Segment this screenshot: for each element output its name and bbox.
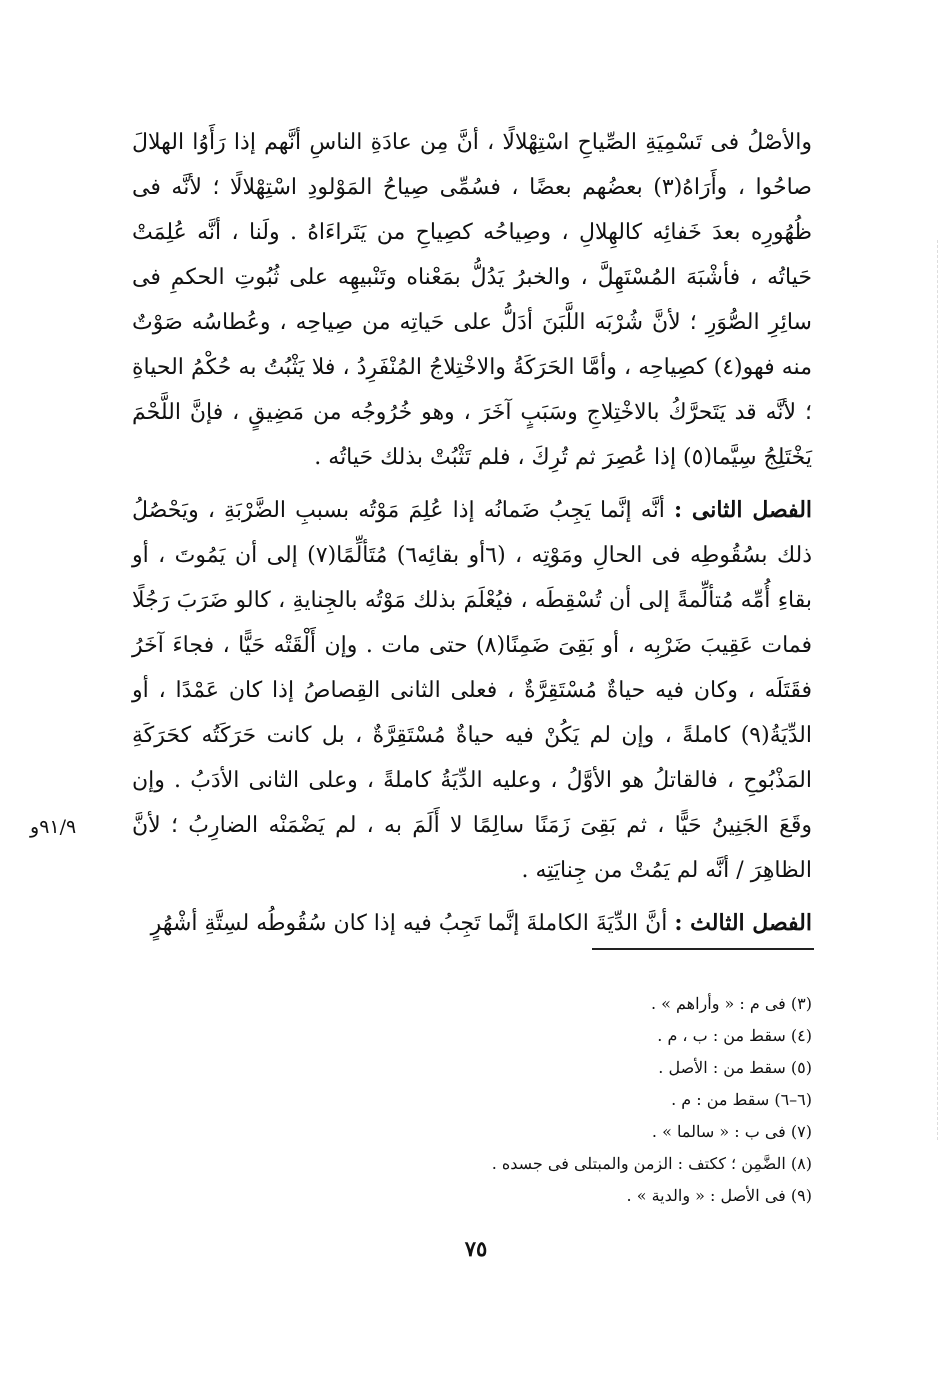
footnote-4: (٤) سقط من : ب ، م .	[657, 1026, 812, 1045]
manuscript-folio-note: ٩١/٩و	[30, 816, 77, 838]
footnote-9: (٩) فى الأصل : « والدية » .	[626, 1186, 812, 1205]
paragraph-1-text: والأصْلُ فى تَسْمِيَةِ الصِّياحِ اسْتِهْلالًا ، أنَّ مِن عادَةِ الناسِ أنَّهم إذا رَأَوُا الهلالَ صاحُوا ، وأَرَاهُ(٣) بعضُهم بعضًا ، فسُمِّى صِياحُ المَوْلودِ اسْتِهْلالًا ؛ لأنَّه فى ظُهُورِه بعدَ خَفائِه كالهِلالِ ، وصِياحُه كصِياحِ من يَتَراءَاهُ . ولَنا ، أنَّه عُلِمَتْ حَياتُه ، فأشْبَهَ المُسْتَهِلَّ ، والخبرُ يَدُلُّ بمَعْناه وتَنْبيهِه على ثُبُوتِ الحكمِ فى سائِرِ الصُّوَرِ ؛ لأنَّ شُرْبَه اللَّبَنَ أدَلُّ على حَياتِه من صِياحِه ، وعُطاسُه صَوْتٌ منه فهو(٤) كصِياحِه ، وأمَّا الحَرَكَةُ والاخْتِلاجُ المُنْفَرِدُ ، فلا يَثْبُتُ به حُكْمُ الحياةِ ؛ لأنَّه قد يَتَحرَّكُ بالاخْتِلاجِ وسَبَبٍ آخَرَ ، وهو خُرُوجُه من مَضِيقٍ ، فإنَّ اللَّحْمَ يَخْتَلِجُ سِيَّما(٥) إذا عُصِرَ ثم تُرِكَ ، فلم تَثْبُتْ بذلك حَياتُه .	[132, 130, 812, 470]
paragraph-3	[132, 901, 812, 946]
footnote-8: (٨) الضَّمِن ؛ ككتف : الزمن والمبتلى فى جسده .	[491, 1154, 812, 1173]
footnote-5: (٥) سقط من : الأصل .	[658, 1058, 812, 1077]
footnote-6: (٦–٦) سقط من : م .	[671, 1090, 812, 1109]
section-heading-2: الفصل الثانى :	[673, 497, 813, 523]
paragraph-3-text: أنَّ الدِّيَةَ الكاملةَ إنَّما تَجِبُ فيه إذا كان سُقُوطُه لسِتَّةِ أشْهُرٍ	[150, 911, 668, 936]
paragraph-2	[132, 488, 812, 893]
footnote-3: (٣) فى م : « وأراهم » .	[650, 994, 812, 1013]
scan-edge-line	[937, 240, 938, 1140]
footnotes	[400, 988, 812, 1212]
main-text	[132, 120, 812, 946]
section-heading-3: الفصل الثالث :	[674, 910, 812, 936]
paragraph-2-text: أنَّه إنَّما يَجِبُ ضَمانُه إذا عُلِمَ مَوْتُه بسببِ الضَّرْبَةِ ، ويَحْصُلُ ذلك بسُقُوطِه فى الحالِ ومَوْتِه ، (٦أو بقائِه٦) مُتَألِّمًا(٧) إلى أن يَمُوتَ ، أو بقاءِ أُمِّه مُتألِّمةً إلى أن تُسْقِطَه ، فيُعْلَمَ بذلك مَوْتُه بالجِنايةِ ، كالو ضَرَبَ رَجُلًا فمات عَقِيبَ ضَرْبِه ، أو بَقِىَ ضَمِنًا(٨) حتى مات . وإن أَلْقَتْه حَيًّا ، فجاءَ آخَرُ فقَتَلَه ، وكان فيه حياةٌ مُسْتَقِرَّةٌ ، فعلى الثانى القِصاصُ إذا كان عَمْدًا ، أو الدِّيَةُ(٩) كاملةً ، وإن لم يَكُنْ فيه حياةٌ مُسْتَقِرَّةٌ ، بل كانت حَرَكَتُه كحَرَكَةِ المَذْبُوحِ ، فالقاتلُ هو الأوَّلُ ، وعليه الدِّيَةُ كاملةً ، وعلى الثانى الأدَبُ . وإن وقَعَ الجَنِينُ حَيًّا ، ثم بَقِىَ زَمَنًا سالِمًا لا أَلَمَ به ، لم يَضْمَنْه الضارِبُ ؛ لأنَّ الظاهِرَ / أنَّه لم يَمُتْ من جِنايَتِه .	[132, 498, 813, 883]
footnote-separator	[592, 948, 814, 950]
page-number: ٧٥	[464, 1236, 488, 1261]
footnote-7: (٧) فى ب : « سالما » .	[651, 1122, 812, 1141]
paragraph-1	[132, 120, 812, 480]
